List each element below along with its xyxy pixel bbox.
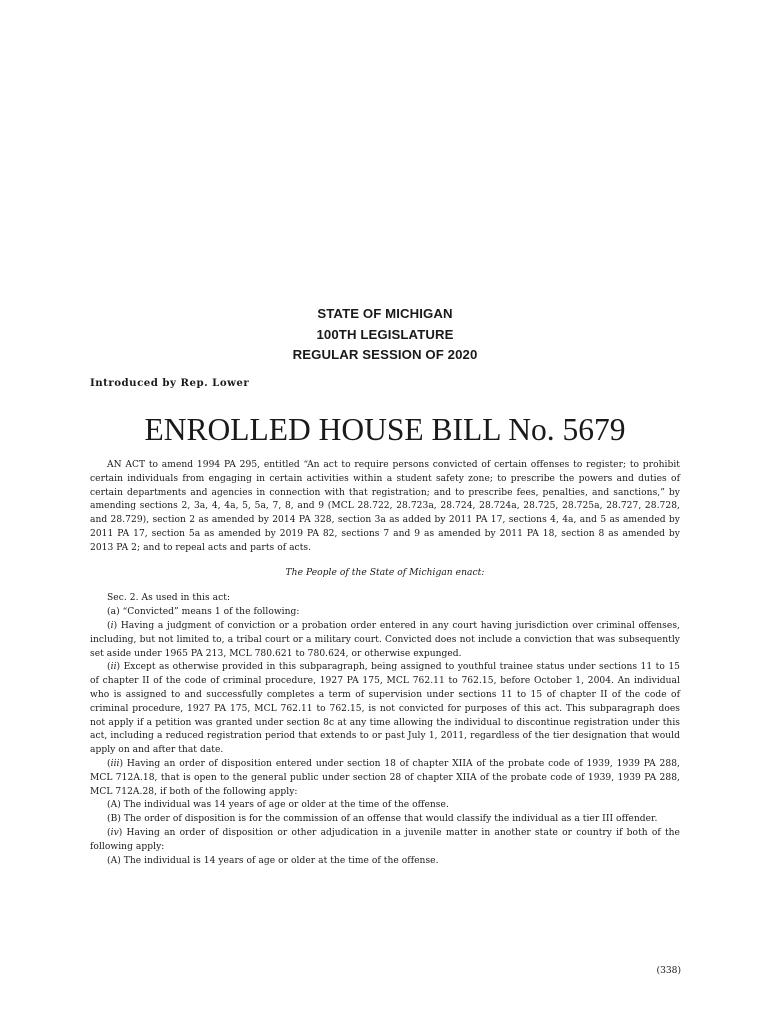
subparagraph-iii-a: (A) The individual was 14 years of age or older at the time of the offense. [107, 800, 449, 811]
subparagraph-i-label: i [110, 620, 114, 631]
enacting-clause: The People of the State of Michigan enact: [285, 567, 485, 578]
subparagraph-ii: (ii) Except as otherwise provided in this subparagraph, being assigned to youthful trainee status under sections 11 to 15 of chapter II of the code of criminal procedure, 1927 PA 175, MCL 762.11 to 762.15, before October 1, 2004. An individual who is assigned to and successfully completes a term of supervision under sections 11 to 15 of chapter II of the code of criminal procedure, 1927 PA 175, MCL 762.11 to 762.15, is not convicted for purposes of this act. This subparagraph does not apply if a petition was granted under section 8c at any time allowing the individual to discontinue registration under this act, including a reduced registration period that extends to or past July 1, 2011, regardless of the tier designation that would apply on and after that date. [90, 662, 680, 756]
act-paragraph: AN ACT to amend 1994 PA 295, entitled “An act to require persons convicted of certain offenses to register; to prohibit certain individuals from engaging in certain activities within a student safety zone; to prescribe the powers and duties of certain departments and agencies in connection with that registration; and to prescribe fees, penalties, and sanctions,” by amending sections 2, 3a, 4, 4a, 5, 5a, 7, 8, and 9 (MCL 28.722, 28.723a, 28.724, 28.724a, 28.725, 28.725a, 28.727, 28.728, and 28.729), section 2 as amended by 2014 PA 328, section 3a as added by 2011 PA 17, sections 4, 4a, and 5 as amended by 2011 PA 17, section 5a as amended by 2019 PA 82, sections 7 and 9 as amended by 2011 PA 18, section 8 as amended by 2013 PA 2; and to repeal acts and parts of acts. [90, 460, 680, 553]
state-heading: STATE OF MICHIGAN [317, 306, 453, 321]
subparagraph-iii-text: Having an order of disposition entered under section 18 of chapter XIIA of the probate code of 1939, 1939 PA 288, MCL 712A.18, that is open to the general public under section 28 of chapter XIIA of the probate code of 1939, 1939 PA 288, MCL 712A.28, if both of the following apply: [90, 758, 680, 797]
subparagraph-ii-text: Except as otherwise provided in this subparagraph, being assigned to youthful trainee status under sections 11 to 15 of chapter II of the code of criminal procedure, 1927 PA 175, MCL 762.11 to 762.15, before October 1, 2004. An individual who is assigned to and successfully completes a term of supervision under sections 11 to 15 of chapter II of the code of criminal procedure, 1927 PA 175, MCL 762.11 to 762.15, is not convicted for purposes of this act. This subparagraph does not apply if a petition was granted under section 8c at any time allowing the individual to discontinue registration under this act, including a reduced registration period that extends to or past July 1, 2011, regardless of the tier designation that would apply on and after that date. [90, 662, 680, 756]
definition-convicted: (a) “Convicted” means 1 of the following: [107, 607, 300, 618]
subparagraph-ii-label: ii [110, 662, 117, 673]
legislature-heading: 100TH LEGISLATURE [316, 326, 454, 342]
subparagraph-iv-label: iv [110, 827, 119, 838]
subparagraph-iv-text: Having an order of disposition or other adjudication in a juvenile matter in another state or country if both of the following apply: [90, 827, 680, 852]
subparagraph-iii-b: (B) The order of disposition is for the commission of an offense that would classify the individual as a tier III offender. [107, 814, 658, 825]
session-heading: REGULAR SESSION OF 2020 [292, 347, 478, 362]
subparagraph-iv-a: (A) The individual is 14 years of age or older at the time of the offense. [107, 855, 439, 866]
subparagraph-i-text: Having a judgment of conviction or a probation order entered in any court having jurisdiction over criminal offenses, including, but not limited to, a tribal court or a military court. Convicted does not include a conviction that was subsequently set aside under 1965 PA 213, MCL 780.621 to 780.624, or otherwise expunged. [90, 620, 680, 659]
section-2-intro: Sec. 2. As used in this act: [107, 593, 231, 604]
introduced-by: Introduced by Rep. Lower [90, 377, 250, 389]
page-number: (338) [656, 966, 681, 976]
bill-body [90, 459, 680, 868]
subparagraph-iv: (iv) Having an order of disposition or other adjudication in a juvenile matter in another state or country if both of the following apply: [90, 827, 680, 852]
subparagraph-i: (i) Having a judgment of conviction or a probation order entered in any court having jurisdiction over criminal offenses, including, but not limited to, a tribal court or a military court. Convicted does not include a conviction that was subsequently set aside under 1965 PA 213, MCL 780.621 to 780.624, or otherwise expunged. [90, 620, 680, 659]
subparagraph-iii: (iii) Having an order of disposition entered under section 18 of chapter XIIA of the probate code of 1939, 1939 PA 288, MCL 712A.18, that is open to the general public under section 28 of chapter XIIA of the probate code of 1939, 1939 PA 288, MCL 712A.28, if both of the following apply: [90, 758, 680, 797]
legislature-header [0, 304, 770, 366]
subparagraph-iii-label: iii [110, 758, 120, 769]
bill-title: ENROLLED HOUSE BILL No. 5679 [144, 412, 626, 447]
